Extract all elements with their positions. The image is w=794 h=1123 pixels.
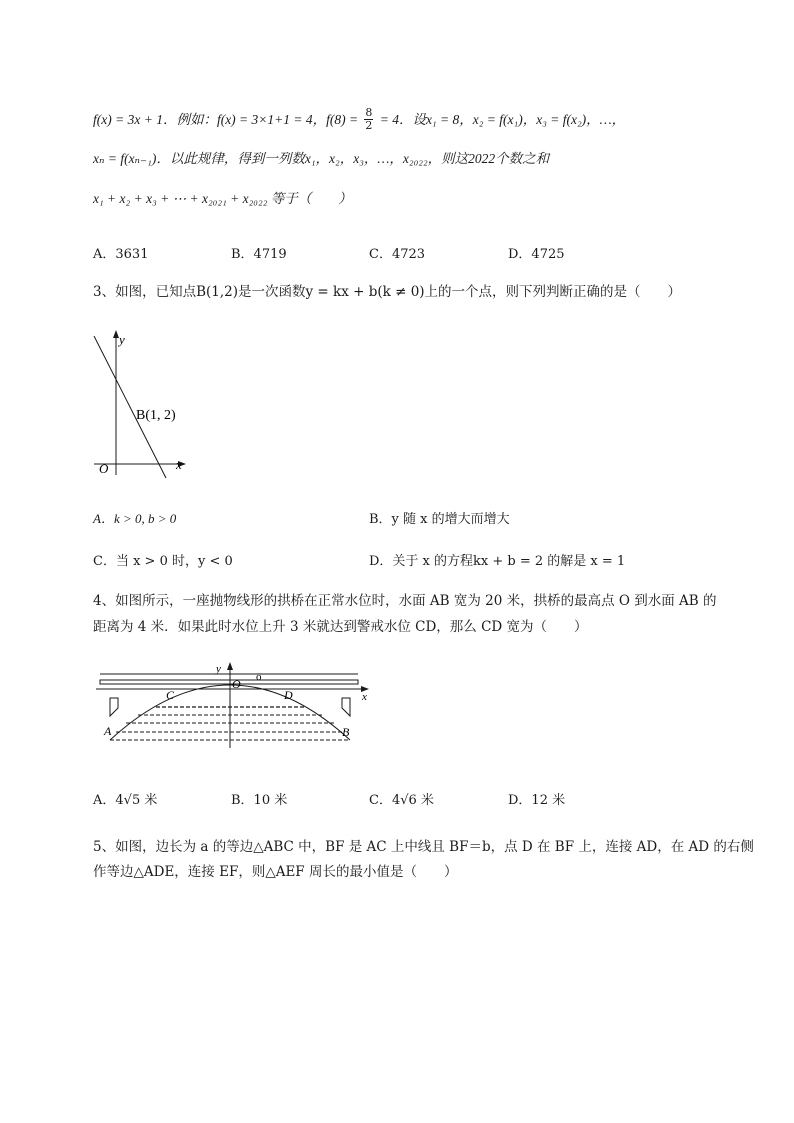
q3-label-point-b: B(1, 2) — [136, 408, 176, 423]
q4-option-b: B．10 米 — [231, 793, 288, 808]
q2-line1 — [93, 108, 625, 133]
q2-line2: xₙ = f(xₙ₋₁)．以此规律，得到一列数x₁，x₂，x₃，…，x₂₀₂₂，则这2022个数之和 — [93, 151, 550, 166]
q4-option-d: D．12 米 — [508, 793, 566, 808]
q4-stem-line1: 4、如图所示，一座抛物线形的拱桥在正常水位时，水面 AB 宽为 20 米，拱桥的最高点 O 到水面 AB 的 — [93, 593, 717, 609]
q3-label-y: y — [119, 332, 125, 347]
q4-label-a: A — [104, 724, 112, 738]
q4-label-c: C — [166, 688, 175, 702]
q3-figure — [90, 330, 200, 480]
q4-stem-line2: 距离为 4 米．如果此时水位上升 3 米就达到警戒水位 CD，那么 CD 宽为（ ） — [93, 619, 588, 635]
q2-line1-b: = 4．设x₁ = 8，x₂ = f(x₁)，x₃ = f(x₂)，…， — [379, 112, 626, 127]
q4-label-x: x — [362, 691, 367, 703]
q4-label-y: y — [216, 663, 221, 675]
q3-label-origin: O — [99, 461, 109, 476]
q3-option-d: D．关于 x 的方程kx + b = 2 的解是 x = 1 — [369, 554, 626, 569]
q2-option-b: B．4719 — [231, 247, 287, 262]
q4-bridge-figure — [96, 660, 376, 750]
q5-stem-line1: 5、如图，边长为 a 的等边△ABC 中，BF 是 AC 上中线且 BF＝b，点 D 在 BF 上，连接 AD，在 AD 的右侧 — [93, 839, 754, 855]
q4-label-mark: ō — [256, 671, 262, 683]
q2-frac-den: 2 — [365, 119, 373, 132]
q3-stem: 3、如图，已知点B(1,2)是一次函数y = kx + b(k ≠ 0)上的一个点，则下列判断正确的是（ ） — [93, 284, 682, 300]
q3-option-c: C．当 x > 0 时，y < 0 — [93, 554, 233, 569]
q4-bridge-deck — [100, 680, 358, 684]
q4-pier-right — [342, 698, 350, 716]
q5-stem-line2: 作等边△ADE，连接 EF，则△AEF 周长的最小值是（ ） — [93, 864, 458, 880]
q4-label-o: O — [232, 677, 241, 691]
q2-option-c: C．4723 — [369, 247, 426, 262]
q2-frac-num: 8 — [365, 106, 373, 119]
q2-line1-a: f(x) = 3x + 1．例如：f(x) = 3×1+1 = 4，f(8) = — [93, 112, 359, 127]
q4-pier-left — [110, 698, 118, 716]
q2-fraction — [364, 107, 373, 132]
q4-option-c: C．4√6 米 — [369, 793, 434, 808]
q3-option-a: A．k > 0, b > 0 — [93, 511, 177, 526]
q4-label-b: B — [342, 725, 350, 739]
q2-line3: x₁ + x₂ + x₃ + ⋯ + x₂₀₂₁ + x₂₀₂₂ 等于（ ） — [93, 191, 352, 206]
q4-y-arrow-icon — [227, 662, 233, 670]
q3-label-x: x — [176, 457, 182, 472]
q3-function-line — [94, 336, 166, 478]
q2-option-a: A．3631 — [93, 247, 149, 262]
q3-option-b: B．y 随 x 的增大而增大 — [369, 512, 510, 527]
q4-label-d: D — [284, 688, 293, 702]
q2-option-d: D．4725 — [508, 247, 565, 262]
q4-option-a: A．4√5 米 — [93, 793, 158, 808]
